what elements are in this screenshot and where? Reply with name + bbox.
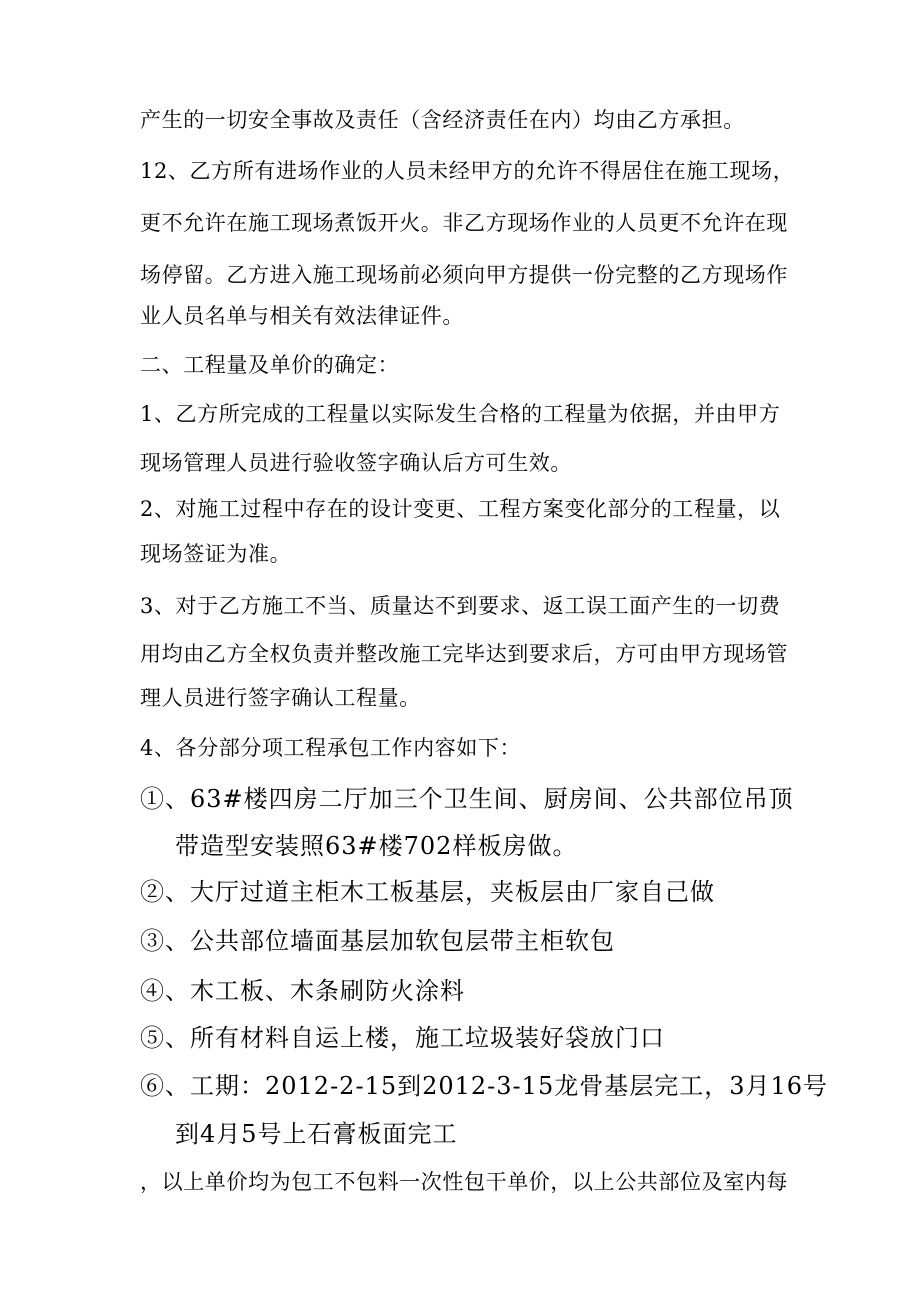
clause-1-line: 1、乙方所完成的工程量以实际发生合格的工程量为依据，并由甲方 bbox=[140, 402, 781, 426]
list-item-continuation: 到4月5号上石膏板面完工 bbox=[175, 1120, 458, 1148]
list-item: ①、63#楼四房二厅加三个卫生间、厨房间、公共部位吊顶 bbox=[140, 785, 794, 813]
paragraph-line: 更不允许在施工现场煮饭开火。非乙方现场作业的人员更不允许在现 bbox=[140, 211, 788, 235]
paragraph-line: 业人员名单与相关有效法律证件。 bbox=[140, 304, 464, 328]
paragraph-line: 用均由乙方全权负责并整改施工完毕达到要求后，方可由甲方现场管 bbox=[140, 642, 788, 666]
list-item: ⑤、所有材料自运上楼，施工垃圾装好袋放门口 bbox=[140, 1024, 665, 1052]
section-heading: 二、工程量及单价的确定： bbox=[140, 353, 400, 377]
list-item: ④、木工板、木条刷防火涂料 bbox=[140, 977, 465, 1005]
list-item: ⑥、工期：2012-2-15到2012-3-15龙骨基层完工，3月16号 bbox=[140, 1072, 829, 1100]
clause-12-line: 12、乙方所有进场作业的人员未经甲方的允许不得居住在施工现场， bbox=[140, 159, 795, 183]
paragraph-line: 现场签证为准。 bbox=[140, 542, 292, 566]
list-item: ②、大厅过道主柜木工板基层，夹板层由厂家自己做 bbox=[140, 878, 715, 906]
paragraph-line: 理人员进行签字确认工程量。 bbox=[140, 686, 421, 710]
paragraph-line: ，以上单价均为包工不包料一次性包干单价，以上公共部位及室内每 bbox=[140, 1170, 788, 1194]
list-item: ③、公共部位墙面基层加软包层带主柜软包 bbox=[140, 927, 615, 955]
clause-4-line: 4、各分部分项工程承包工作内容如下： bbox=[140, 736, 522, 760]
clause-3-line: 3、对于乙方施工不当、质量达不到要求、返工误工面产生的一切费 bbox=[140, 594, 781, 618]
clause-2-line: 2、对施工过程中存在的设计变更、工程方案变化部分的工程量，以 bbox=[140, 497, 781, 521]
paragraph-line: 场停留。乙方进入施工现场前必须向甲方提供一份完整的乙方现场作 bbox=[140, 263, 788, 287]
list-item-continuation: 带造型安装照63#楼702样板房做。 bbox=[175, 832, 578, 860]
paragraph-line: 现场管理人员进行验收签字确认后方可生效。 bbox=[140, 451, 572, 475]
paragraph-line: 产生的一切安全事故及责任（含经济责任在内）均由乙方承担。 bbox=[140, 108, 745, 132]
